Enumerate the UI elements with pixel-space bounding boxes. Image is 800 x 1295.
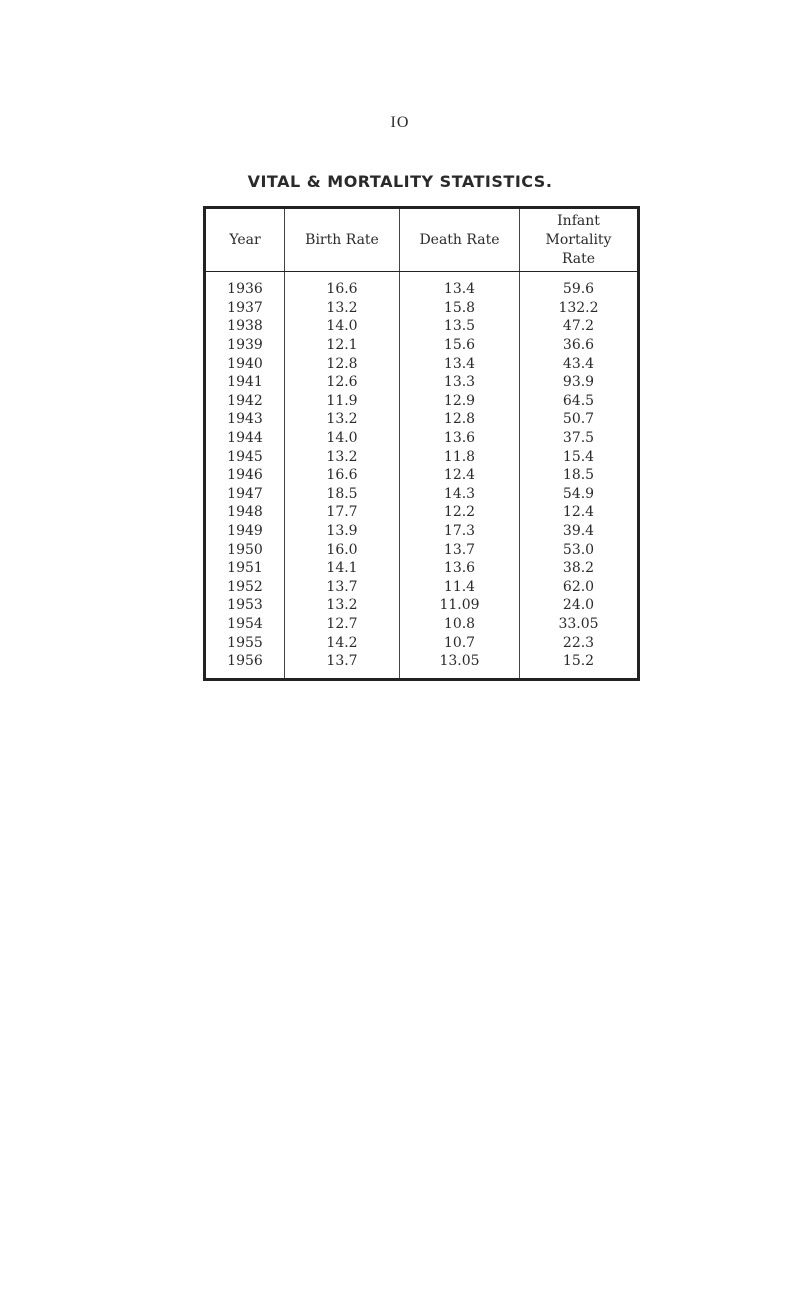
year-cell: 1946	[227, 467, 263, 484]
year-cell: 1953	[227, 597, 263, 614]
birth-rate-cell: 17.7	[285, 503, 400, 522]
vital-statistics-table	[203, 206, 640, 681]
birth-rate-cell: 13.9	[285, 522, 400, 541]
birth-rate-cell: 13.2	[285, 299, 400, 318]
year-cell: 1945	[227, 448, 263, 465]
year-cell: 1940	[227, 355, 263, 372]
infant-mortality-cell: 50.7	[520, 410, 639, 429]
infant-mortality-cell: 62.0	[520, 578, 639, 597]
death-rate-cell: 13.05	[400, 652, 520, 680]
birth-rate-cell: 16.6	[285, 272, 400, 299]
table-row	[205, 299, 639, 318]
birth-rate-cell: 14.1	[285, 559, 400, 578]
page-title: VITAL & MORTALITY STATISTICS.	[247, 172, 553, 191]
infant-mortality-cell: 12.4	[520, 503, 639, 522]
death-rate-cell: 15.6	[400, 336, 520, 355]
birth-rate-cell: 14.0	[285, 429, 400, 448]
infant-mortality-cell: 59.6	[520, 272, 639, 299]
year-cell: 1948	[227, 504, 263, 521]
infant-mortality-cell: 132.2	[520, 299, 639, 318]
table-row	[205, 652, 639, 680]
birth-rate-cell: 13.2	[285, 410, 400, 429]
year-cell: 1951	[227, 560, 263, 577]
birth-rate-cell: 12.6	[285, 373, 400, 392]
infant-mortality-cell: 24.0	[520, 596, 639, 615]
year-cell: 1942	[227, 392, 263, 409]
birth-rate-cell: 16.0	[285, 540, 400, 559]
death-rate-cell: 13.6	[400, 559, 520, 578]
table-row	[205, 522, 639, 541]
infant-mortality-cell: 39.4	[520, 522, 639, 541]
table-row	[205, 578, 639, 597]
year-cell: 1950	[227, 541, 263, 558]
table-row	[205, 336, 639, 355]
table-row	[205, 615, 639, 634]
infant-mortality-cell: 43.4	[520, 354, 639, 373]
death-rate-cell: 13.4	[400, 272, 520, 299]
table-row	[205, 429, 639, 448]
year-cell: 1944	[227, 430, 263, 447]
infant-mortality-cell: 93.9	[520, 373, 639, 392]
table-row	[205, 373, 639, 392]
infant-mortality-cell: 54.9	[520, 485, 639, 504]
header-year: Year	[205, 208, 285, 272]
infant-mortality-cell: 64.5	[520, 392, 639, 411]
year-cell: 1952	[227, 578, 263, 595]
death-rate-cell: 11.09	[400, 596, 520, 615]
year-cell: 1943	[227, 411, 263, 428]
table-row	[205, 466, 639, 485]
death-rate-cell: 13.7	[400, 540, 520, 559]
birth-rate-cell: 14.0	[285, 317, 400, 336]
table-row	[205, 540, 639, 559]
birth-rate-cell: 13.2	[285, 596, 400, 615]
death-rate-cell: 13.6	[400, 429, 520, 448]
death-rate-cell: 13.5	[400, 317, 520, 336]
table-row	[205, 392, 639, 411]
birth-rate-cell: 11.9	[285, 392, 400, 411]
death-rate-cell: 15.8	[400, 299, 520, 318]
page-number: IO	[390, 114, 410, 131]
birth-rate-cell: 14.2	[285, 633, 400, 652]
birth-rate-cell: 16.6	[285, 466, 400, 485]
table-row	[205, 354, 639, 373]
birth-rate-cell: 12.1	[285, 336, 400, 355]
year-cell: 1938	[227, 318, 263, 335]
birth-rate-cell: 12.7	[285, 615, 400, 634]
death-rate-cell: 11.8	[400, 447, 520, 466]
death-rate-cell: 12.8	[400, 410, 520, 429]
infant-mortality-cell: 18.5	[520, 466, 639, 485]
table-row	[205, 447, 639, 466]
table-header-row	[205, 208, 639, 272]
infant-mortality-cell: 33.05	[520, 615, 639, 634]
infant-mortality-cell: 53.0	[520, 540, 639, 559]
table-row	[205, 503, 639, 522]
table-row	[205, 272, 639, 299]
table-row	[205, 596, 639, 615]
infant-mortality-cell: 15.4	[520, 447, 639, 466]
table-row	[205, 410, 639, 429]
infant-mortality-cell: 38.2	[520, 559, 639, 578]
table-row	[205, 485, 639, 504]
header-death-rate: Death Rate	[400, 208, 520, 272]
death-rate-cell: 13.3	[400, 373, 520, 392]
death-rate-cell: 14.3	[400, 485, 520, 504]
infant-mortality-cell: 36.6	[520, 336, 639, 355]
year-cell: 1956	[227, 653, 263, 670]
table-row	[205, 559, 639, 578]
birth-rate-cell: 18.5	[285, 485, 400, 504]
death-rate-cell: 11.4	[400, 578, 520, 597]
table-row	[205, 633, 639, 652]
death-rate-cell: 10.8	[400, 615, 520, 634]
year-cell: 1947	[227, 485, 263, 502]
birth-rate-cell: 13.7	[285, 578, 400, 597]
year-cell: 1949	[227, 523, 263, 540]
header-infant-mortality-rate-text: Infant Mortality Rate	[545, 212, 612, 267]
infant-mortality-cell: 15.2	[520, 652, 639, 680]
year-cell: 1941	[227, 374, 263, 391]
birth-rate-cell: 12.8	[285, 354, 400, 373]
death-rate-cell: 10.7	[400, 633, 520, 652]
year-cell: 1939	[227, 337, 263, 354]
infant-mortality-cell: 37.5	[520, 429, 639, 448]
birth-rate-cell: 13.2	[285, 447, 400, 466]
death-rate-cell: 12.2	[400, 503, 520, 522]
year-cell: 1937	[227, 299, 263, 316]
death-rate-cell: 12.9	[400, 392, 520, 411]
header-infant-mortality-rate	[520, 208, 639, 272]
header-birth-rate: Birth Rate	[285, 208, 400, 272]
year-cell: 1936	[227, 281, 263, 298]
death-rate-cell: 12.4	[400, 466, 520, 485]
death-rate-cell: 13.4	[400, 354, 520, 373]
infant-mortality-cell: 47.2	[520, 317, 639, 336]
infant-mortality-cell: 22.3	[520, 633, 639, 652]
year-cell: 1955	[227, 634, 263, 651]
table-row	[205, 317, 639, 336]
birth-rate-cell: 13.7	[285, 652, 400, 680]
death-rate-cell: 17.3	[400, 522, 520, 541]
year-cell: 1954	[227, 615, 263, 632]
